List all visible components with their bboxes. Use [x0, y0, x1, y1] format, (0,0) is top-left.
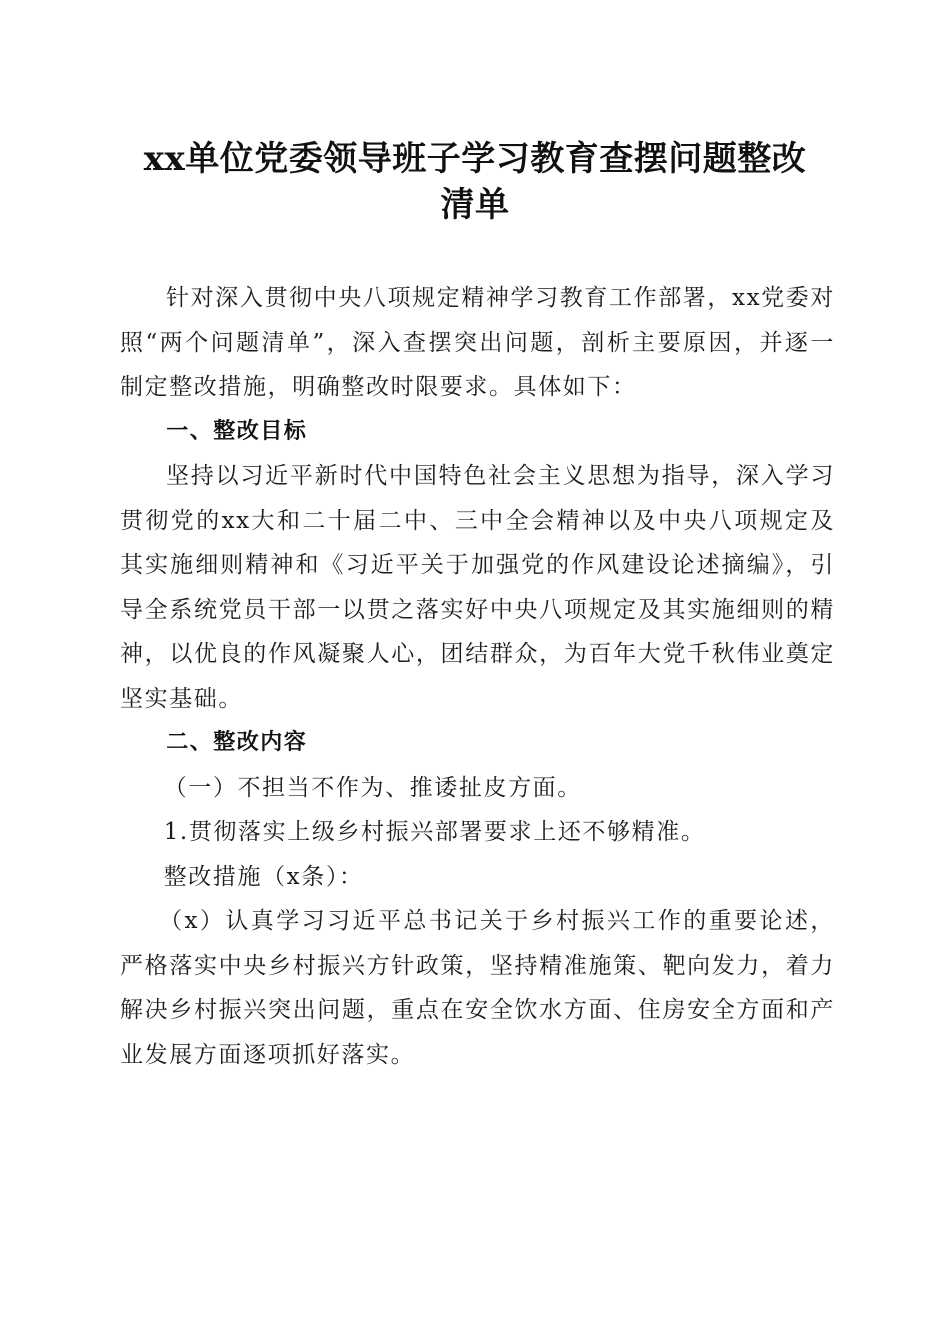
measures-label: 整改措施（x条）：: [163, 863, 364, 890]
section-1-heading: 一、整改目标: [166, 418, 308, 444]
subsection-1-heading: （一）不担当不作为、推诿扯皮方面。: [163, 774, 582, 801]
title-line-2: 清单: [440, 185, 510, 225]
document-body: [120, 276, 835, 1077]
document-title: [100, 136, 850, 228]
title-line-1: xx单位党委领导班子学习教育查摆问题整改: [143, 139, 807, 179]
section-2-heading: 二、整改内容: [166, 730, 308, 755]
intro-paragraph: 针对深入贯彻中央八项规定精神学习教育工作部署，xx党委对照“两个问题清单”，深入查摆突出问题，剖析主要原因，并逐一制定整改措施，明确整改时限要求。具体如下：: [120, 285, 835, 400]
measure-paragraph: （x）认真学习习近平总书记关于乡村振兴工作的重要论述，严格落实中央乡村振兴方针政策，坚持精准施策、靶向发力，着力解决乡村振兴突出问题，重点在安全饮水方面、住房安全方面和产业发展方面逐项抓好落实。: [120, 908, 835, 1068]
problem-item-1: 1.贯彻落实上级乡村振兴部署要求上还不够精准。: [163, 819, 706, 845]
section-1-paragraph: 坚持以习近平新时代中国特色社会主义思想为指导，深入学习贯彻党的xx大和二十届二中、三中全会精神以及中央八项规定及其实施细则精神和《习近平关于加强党的作风建设论述摘编》，引导全系统党员干部一以贯之落实好中央八项规定及其实施细则的精神，以优良的作风凝聚人心，团结群众，为百年大党千秋伟业奠定坚实基础。: [120, 463, 835, 712]
